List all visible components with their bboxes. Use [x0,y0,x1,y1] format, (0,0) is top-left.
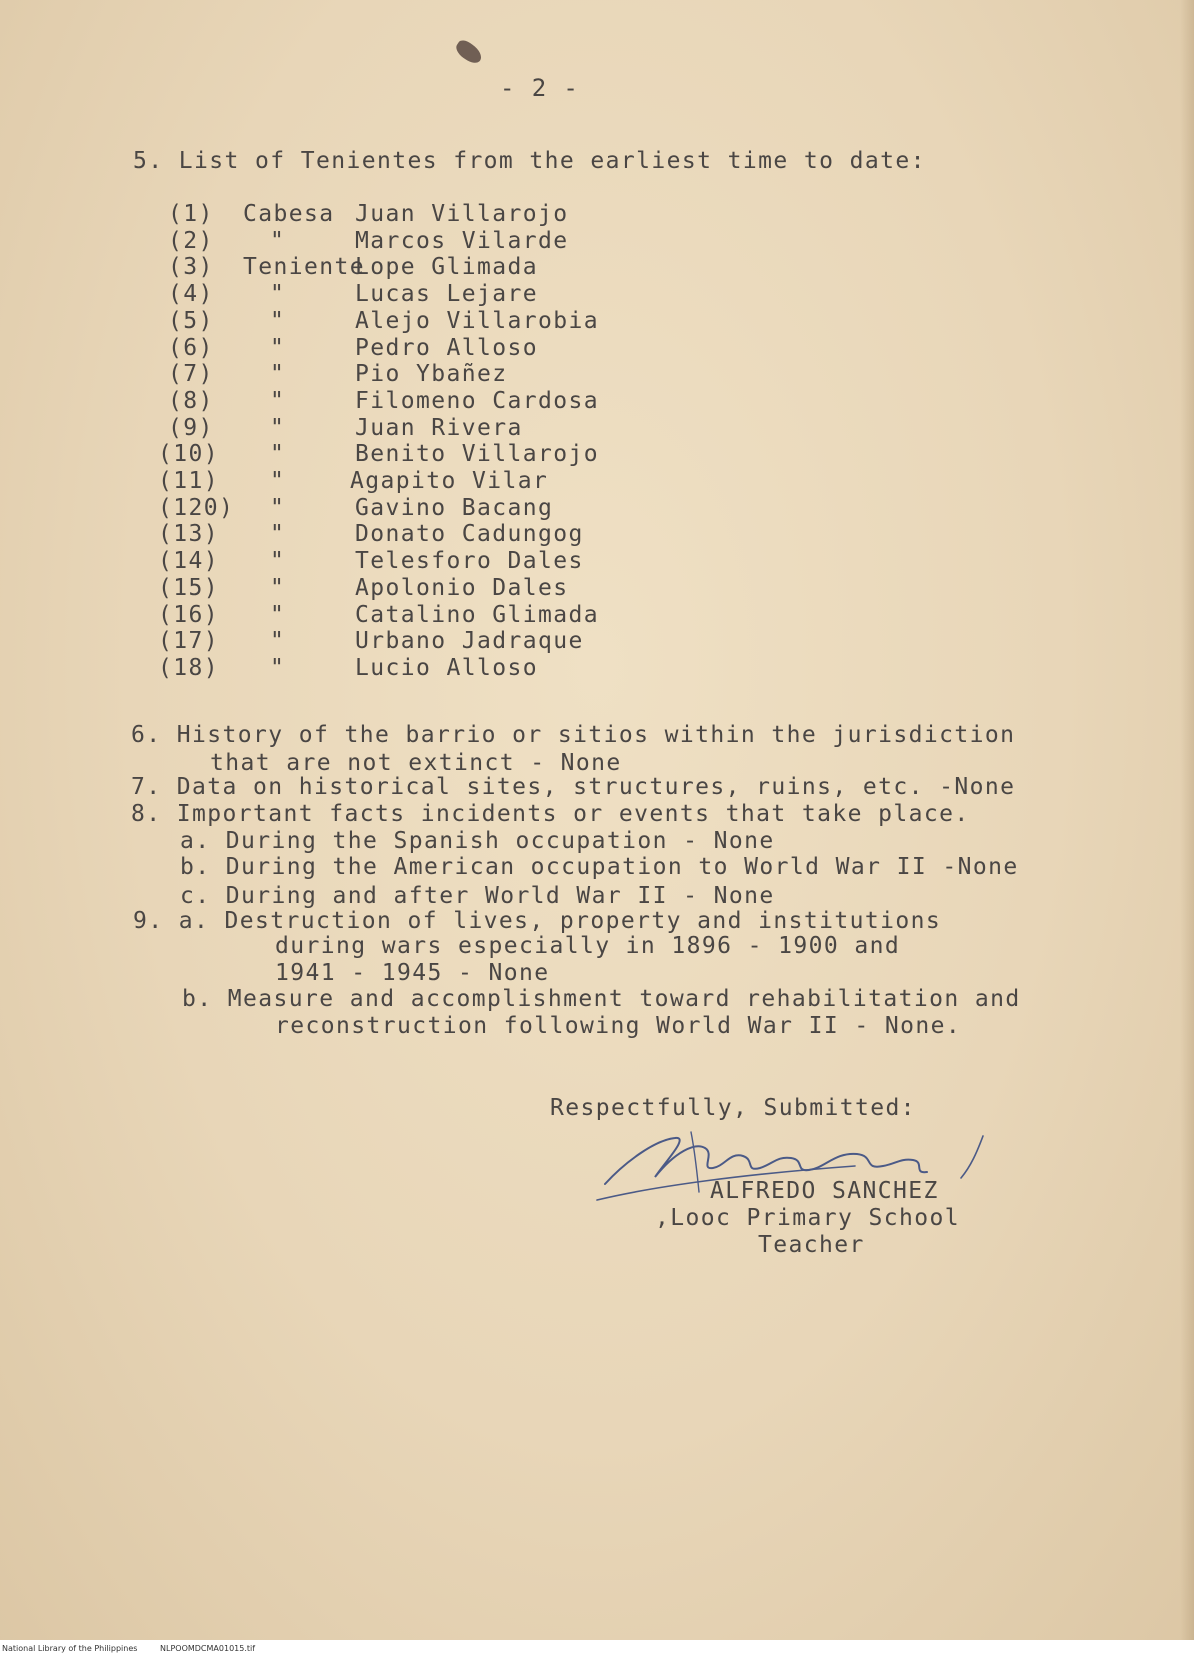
teniente-name: Benito Villarojo [355,441,599,467]
item9-a-line2: during wars especially in 1896 - 1900 and [275,933,901,959]
teniente-name: Agapito Vilar [350,468,549,494]
teniente-name: Juan Villarojo [355,201,569,227]
teniente-number: (120) [158,495,235,521]
teniente-title: " [270,655,286,681]
teniente-name: Catalino Glimada [355,602,599,628]
teniente-number: (14) [158,548,219,574]
teniente-number: (16) [158,602,219,628]
teniente-number: (10) [158,441,219,467]
teniente-name: Marcos Vilarde [355,228,569,254]
teniente-number: (15) [158,575,219,601]
closing-role: Teacher [758,1232,865,1258]
item6-line1: 6. History of the barrio or sitios within the jurisdiction [131,722,1016,748]
teniente-name: Pio Ybañez [355,361,508,387]
teniente-title: " [270,495,286,521]
closing-salutation: Respectfully, Submitted: [550,1095,916,1121]
teniente-title: " [270,628,286,654]
teniente-name: Urbano Jadraque [355,628,584,654]
item9-b-line1: b. Measure and accomplishment toward rehabilitation and [182,986,1021,1012]
teniente-title: " [270,521,286,547]
teniente-name: Donato Cadungog [355,521,584,547]
item8-heading: 8. Important facts incidents or events that take place. [131,801,970,827]
teniente-title: " [270,335,286,361]
item9-b-line2: reconstruction following World War II - None. [275,1013,962,1039]
item7-text: 7. Data on historical sites, structures, ruins, etc. -None [131,774,1016,800]
teniente-number: (4) [168,281,214,307]
item8-a: a. During the Spanish occupation - None [180,828,775,854]
teniente-title: Cabesa [243,201,335,227]
teniente-title: Teniente [243,254,365,280]
teniente-name: Filomeno Cardosa [355,388,599,414]
teniente-title: " [270,308,286,334]
teniente-title: " [270,575,286,601]
teniente-name: Lope Glimada [355,254,538,280]
teniente-name: Lucas Lejare [355,281,538,307]
teniente-name: Pedro Alloso [355,335,538,361]
teniente-name: Apolonio Dales [355,575,569,601]
teniente-title: " [270,441,286,467]
closing-name: ALFREDO SANCHEZ [710,1178,939,1204]
teniente-number: (1) [168,201,214,227]
teniente-number: (5) [168,308,214,334]
teniente-title: " [270,361,286,387]
item9-a-line3: 1941 - 1945 - None [275,960,550,986]
item8-b: b. During the American occupation to World War II -None [180,854,1019,880]
teniente-number: (13) [158,521,219,547]
teniente-title: " [270,415,286,441]
teniente-number: (17) [158,628,219,654]
teniente-title: " [270,388,286,414]
teniente-title: " [270,548,286,574]
teniente-number: (18) [158,655,219,681]
footer-library: National Library of the Philippines [2,1644,138,1653]
scan-footer [0,1640,1194,1658]
teniente-name: Lucio Alloso [355,655,538,681]
teniente-name: Telesforo Dales [355,548,584,574]
teniente-number: (9) [168,415,214,441]
teniente-number: (3) [168,254,214,280]
teniente-title: " [270,228,286,254]
teniente-title: " [270,468,286,494]
teniente-number: (2) [168,228,214,254]
teniente-title: " [270,281,286,307]
teniente-number: (7) [168,361,214,387]
footer-file: NLPOOMDCMA01015.tif [160,1644,256,1653]
page-edge-shadow [1180,0,1194,1640]
teniente-name: Juan Rivera [355,415,523,441]
teniente-number: (11) [158,468,219,494]
teniente-number: (8) [168,388,214,414]
item6-line2: that are not extinct - None [210,750,622,776]
teniente-name: Alejo Villarobia [355,308,599,334]
teniente-title: " [270,602,286,628]
page-number: - 2 - [500,74,580,102]
teniente-name: Gavino Bacang [355,495,554,521]
item8-c: c. During and after World War II - None [180,883,775,909]
item9-a-line1: 9. a. Destruction of lives, property and institutions [133,908,942,934]
teniente-number: (6) [168,335,214,361]
item5-heading: 5. List of Tenientes from the earliest time to date: [133,148,926,174]
closing-school: ,Looc Primary School [655,1205,960,1231]
